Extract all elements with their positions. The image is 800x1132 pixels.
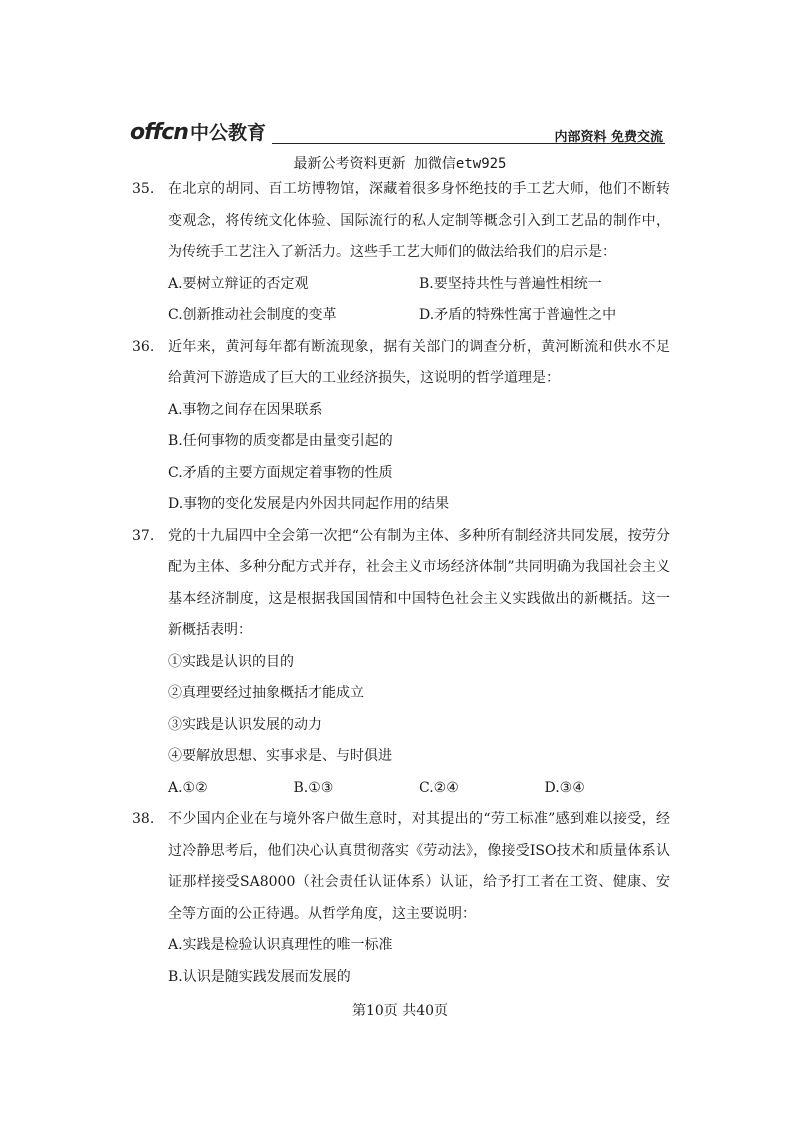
option-a: A.①②	[168, 779, 208, 796]
logo-text-en: offcn	[130, 120, 188, 145]
question-37	[132, 521, 670, 805]
option-c: C.矛盾的主要方面规定着事物的性质	[168, 464, 393, 481]
option-d: D.矛盾的特殊性寓于普遍性之中	[419, 307, 617, 323]
question-35	[132, 174, 670, 332]
question-stem: 近年来，黄河每年都有断流现象，据有关部门的调查分析，黄河断流和供水不足给黄河下游造成了巨大的工业经济损失，这说明的哲学道理是：	[168, 338, 670, 386]
statement-4: ④要解放思想、实事求是、与时俱进	[168, 748, 392, 764]
question-number: 37.	[132, 527, 155, 544]
logo-text-cn: 中公教育	[189, 122, 266, 144]
question-stem: 在北京的胡同、百工坊博物馆，深藏着很多身怀绝技的手工艺大师，他们不断转变观念，将传统文化体验、国际流行的私人定制等概念引入到工艺品的制作中，为传统手工艺注入了新活力。这些手工艺大师们的做法给我们的启示是：	[168, 181, 670, 260]
option-b: B.要坚持共性与普遍性相统一	[419, 275, 602, 292]
option-c: C.创新推动社会制度的变革	[168, 307, 337, 323]
option-a: A.要树立辩证的否定观	[168, 275, 309, 292]
option-c: C.②④	[419, 779, 459, 796]
question-36	[132, 332, 670, 521]
statement-1: ①实践是认识的目的	[168, 653, 294, 670]
options-row	[168, 773, 670, 805]
option-d: D.③④	[544, 779, 585, 796]
question-number: 38.	[132, 811, 155, 827]
option-b: B.①③	[293, 779, 334, 796]
option-a: A.事物之间存在因果联系	[168, 401, 323, 418]
options-row	[168, 269, 670, 301]
page-header	[130, 122, 665, 146]
question-number: 36.	[132, 338, 155, 355]
update-notice: 最新公考资料更新 加微信etw925	[293, 156, 507, 172]
header-internal-label: 内部资料 免费交流	[554, 130, 663, 145]
options-row	[168, 300, 670, 332]
offcn-logo	[130, 122, 266, 144]
option-b: B.认识是随实践发展而发展的	[168, 968, 351, 985]
statement-2: ②真理要经过抽象概括才能成立	[168, 685, 364, 701]
option-d: D.事物的变化发展是内外因共同起作用的结果	[168, 496, 450, 512]
option-a: A.实践是检验认识真理性的唯一标准	[168, 937, 393, 953]
question-number: 35.	[132, 181, 155, 197]
page-number: 第10页 共40页	[351, 1003, 449, 1019]
question-stem: 不少国内企业在与境外客户做生意时，对其提出的“劳工标准”感到难以接受，经过冷静思考后，他们决心认真贯彻落实《劳动法》，像接受ISO技术和质量体系认证那样接受SA8000（社会责任认证体系）认证，给予打工者在工资、健康、安全等方面的公正待遇。从哲学角度，这主要说明：	[168, 811, 670, 922]
statement-3: ③实践是认识发展的动力	[168, 716, 322, 733]
question-list	[132, 174, 670, 993]
question-38	[132, 804, 670, 993]
question-stem: 党的十九届四中全会第一次把“公有制为主体、多种所有制经济共同发展，按劳分配为主体、多种分配方式并存，社会主义市场经济体制”共同明确为我国社会主义基本经济制度，这是根据我国国情和中国特色社会主义实践做出的新概括。这一新概括表明：	[168, 527, 670, 638]
option-b: B.任何事物的质变都是由量变引起的	[168, 433, 393, 449]
